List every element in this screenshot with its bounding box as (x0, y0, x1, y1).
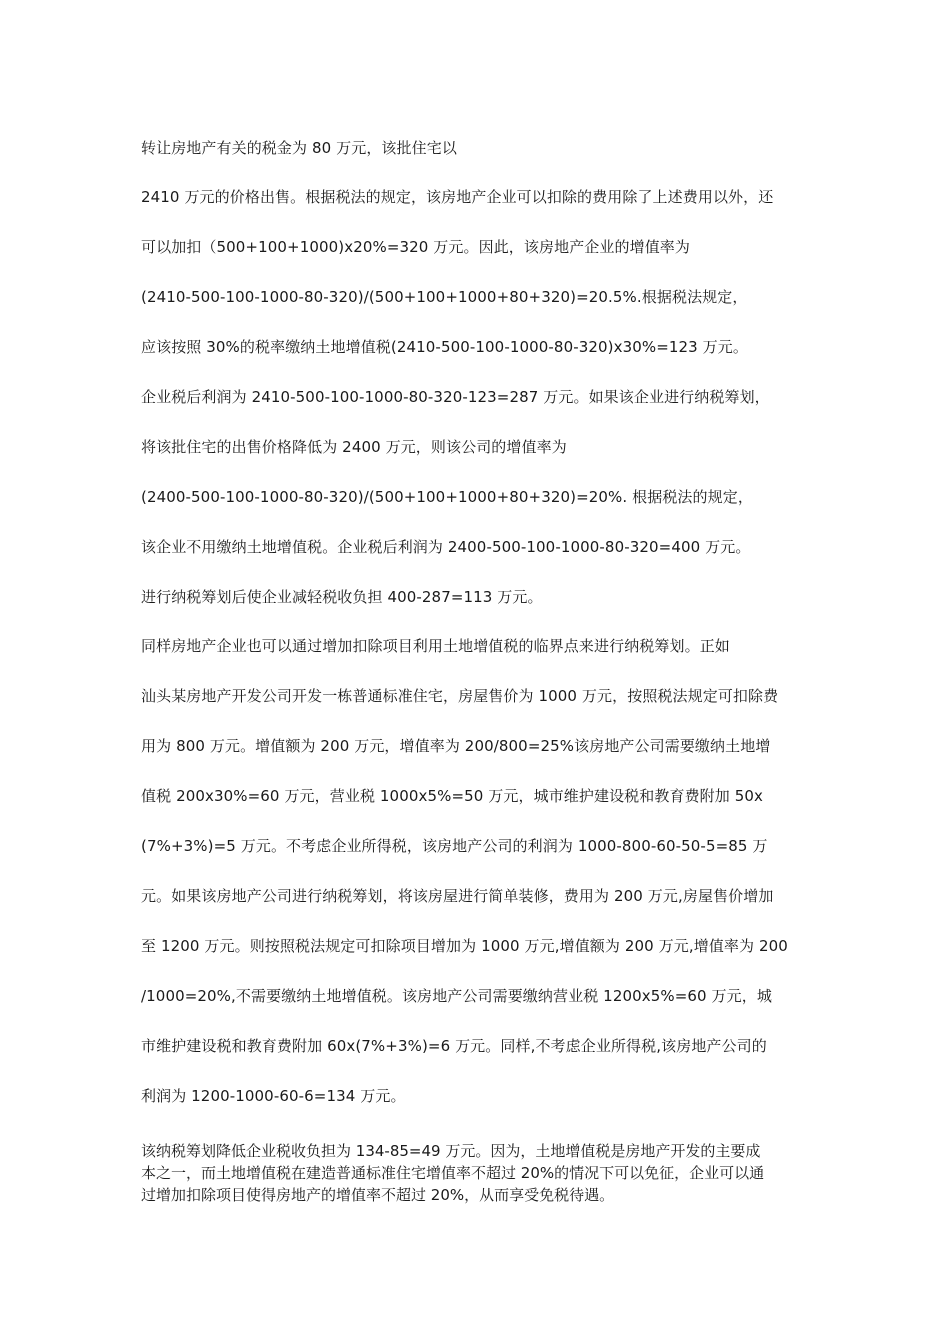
text-line: (7%+3%)=5 万元。不考虑企业所得税，该房地产公司的利润为 1000-800-60-50-5=85 万 (141, 837, 768, 855)
text-line: 元。如果该房地产公司进行纳税筹划，将该房屋进行简单装修，费用为 200 万元,房屋售价增加 (141, 887, 774, 905)
text-line: 将该批住宅的出售价格降低为 2400 万元，则该公司的增值率为 (141, 438, 567, 456)
closing-paragraph (141, 1140, 821, 1206)
text-line: 可以加扣（500+100+1000)x20%=320 万元。因此，该房地产企业的增值率为 (141, 238, 691, 256)
text-line: 至 1200 万元。则按照税法规定可扣除项目增加为 1000 万元,增值额为 200 万元,增值率为 200 (141, 937, 788, 955)
text-line: 2410 万元的价格出售。根据税法的规定，该房地产企业可以扣除的费用除了上述费用以外，还 (141, 188, 774, 206)
text-line: /1000=20%,不需要缴纳土地增值税。该房地产公司需要缴纳营业税 1200x5%=60 万元，城 (141, 987, 772, 1005)
text-line: 过增加扣除项目使得房地产的增值率不超过 20%，从而享受免税待遇。 (141, 1186, 615, 1204)
text-line: 市维护建设税和教育费附加 60x(7%+3%)=6 万元。同样,不考虑企业所得税,该房地产公司的 (141, 1037, 767, 1055)
text-line: 同样房地产企业也可以通过增加扣除项目利用土地增值税的临界点来进行纳税筹划。正如 (141, 637, 730, 655)
text-line: 该企业不用缴纳土地增值税。企业税后利润为 2400-500-100-1000-80-320=400 万元。 (141, 538, 751, 556)
text-line: 进行纳税筹划后使企业减轻税收负担 400-287=113 万元。 (141, 588, 543, 606)
text-line: 该纳税筹划降低企业税收负担为 134-85=49 万元。因为，土地增值税是房地产开发的主要成 (141, 1142, 761, 1160)
text-line: 汕头某房地产开发公司开发一栋普通标准住宅，房屋售价为 1000 万元，按照税法规定可扣除费 (141, 687, 779, 705)
text-line: (2410-500-100-1000-80-320)/(500+100+1000+80+320)=20.5%.根据税法规定， (141, 288, 748, 306)
text-line: 应该按照 30%的税率缴纳土地增值税(2410-500-100-1000-80-320)x30%=123 万元。 (141, 338, 748, 356)
text-line: 用为 800 万元。增值额为 200 万元，增值率为 200/800=25%该房地产公司需要缴纳土地增 (141, 737, 771, 755)
text-line: 企业税后利润为 2410-500-100-1000-80-320-123=287 万元。如果该企业进行纳税筹划， (141, 388, 770, 406)
text-line: 转让房地产有关的税金为 80 万元，该批住宅以 (141, 139, 457, 157)
text-line: 本之一，而土地增值税在建造普通标准住宅增值率不超过 20%的情况下可以免征，企业可以通 (141, 1164, 765, 1182)
text-line: (2400-500-100-1000-80-320)/(500+100+1000+80+320)=20%. 根据税法的规定， (141, 488, 753, 506)
text-line: 利润为 1200-1000-60-6=134 万元。 (141, 1087, 406, 1105)
text-line: 值税 200x30%=60 万元，营业税 1000x5%=50 万元，城市维护建设税和教育费附加 50x (141, 787, 764, 805)
